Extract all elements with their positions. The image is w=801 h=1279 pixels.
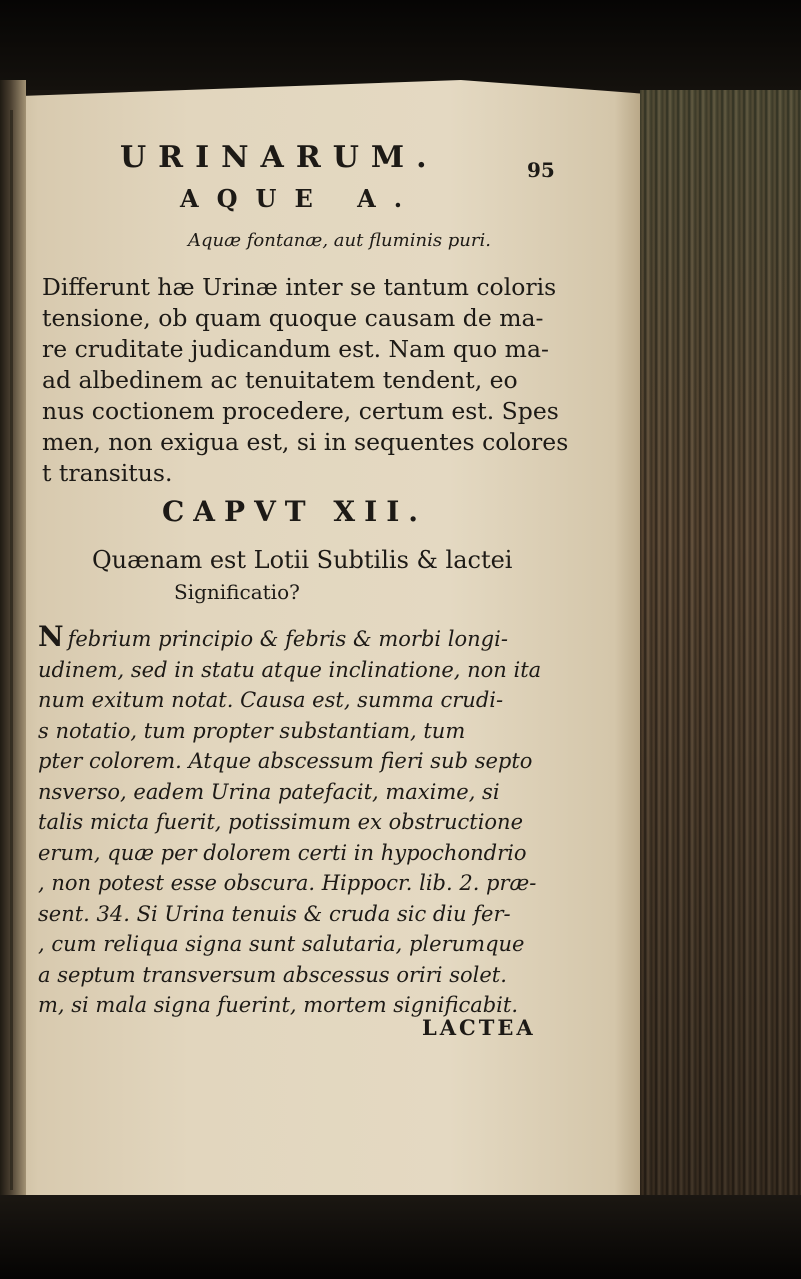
text-line: , cum reliqua signa sunt salutaria, plerumque [38, 932, 525, 956]
text-line: Differunt hæ Urinæ inter se tantum coloris [42, 273, 557, 301]
chapter-question-sub: Significatio? [174, 580, 300, 604]
text-line: pter colorem. Atque abscessum fieri sub septo [38, 749, 533, 773]
text-line: tensione, ob quam quoque causam de ma- [42, 304, 544, 332]
text-line: , non potest esse obscura. Hippocr. lib. 2. præ- [38, 871, 537, 895]
page-number: 95 [527, 158, 555, 182]
text-line: sent. 34. Si Urina tenuis & cruda sic diu fer- [38, 901, 511, 926]
book-gutter [0, 80, 26, 1200]
text-line: erum, quæ per dolorem certi in hypochondrio [38, 840, 527, 865]
background-bottom [0, 1195, 801, 1279]
section-title: AQUE A. [180, 184, 421, 213]
section-subtitle: Aquæ fontanæ, aut fluminis puri. [188, 230, 491, 251]
text-line: udinem, sed in statu atque inclinatione, non ita [38, 657, 542, 682]
text-line: m, si mala signa fuerint, mortem significabit. [38, 993, 519, 1017]
chapter-question: Quænam est Lotii Subtilis & lactei [92, 546, 513, 574]
text-line: talis micta fuerit, potissimum ex obstructione [38, 810, 523, 834]
book-page-edges [640, 90, 801, 1200]
text-line-content: febrium principio & febris & morbi longi- [67, 627, 508, 651]
text-line [38, 622, 618, 655]
chapter-paragraph [38, 622, 618, 1021]
text-line: s notatio, tum propter substantiam, tum [38, 718, 466, 743]
intro-paragraph [42, 272, 602, 489]
catchword: LACTEA [422, 1015, 536, 1040]
drop-cap: N [38, 620, 64, 653]
text-line: ad albedinem ac tenuitatem tendent, eo [42, 366, 518, 394]
chapter-heading: CAPVT XII. [162, 495, 428, 528]
text-line: a septum transversum abscessus oriri solet. [38, 962, 507, 987]
text-line: t transitus. [42, 459, 173, 487]
text-line: re cruditate judicandum est. Nam quo ma- [42, 335, 549, 363]
running-head: URINARUM. [120, 140, 439, 175]
background-top [0, 0, 801, 90]
gutter-shadow-line [10, 110, 13, 1190]
text-line: nsverso, eadem Urina patefacit, maxime, si [38, 779, 500, 804]
text-line: men, non exigua est, si in sequentes colores [42, 428, 569, 456]
text-line: num exitum notat. Causa est, summa crudi- [38, 688, 504, 712]
text-line: nus coctionem procedere, certum est. Spes [42, 397, 559, 425]
